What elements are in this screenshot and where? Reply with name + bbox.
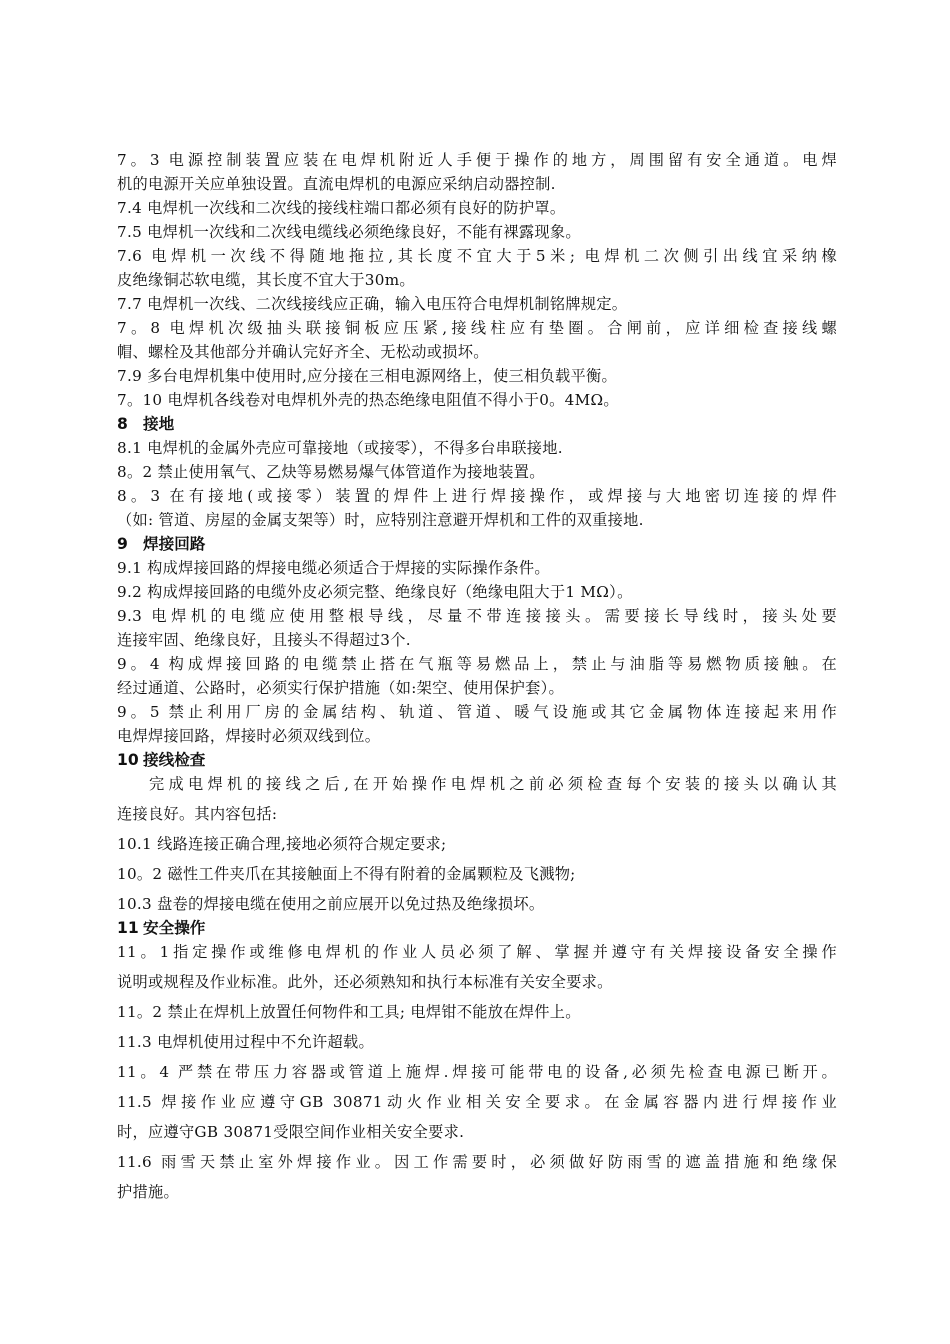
text-line: 8。2 禁止使用氧气、乙炔等易燃易爆气体管道作为接地装置。 <box>117 463 545 481</box>
section-title: 接线检查 <box>143 751 206 769</box>
text-line: 时，应遵守GB 30871受限空间作业相关安全要求. <box>117 1123 465 1141</box>
document-body <box>117 148 837 1204</box>
section-title: 安全操作 <box>143 919 206 937</box>
text-line: 9。5 禁止利用厂房的金属结构、轨道、管道、暖气设施或其它金属物体连接起来用作 <box>117 703 837 721</box>
section-number: 9 <box>117 535 128 553</box>
text-line: 帽、螺栓及其他部分并确认完好齐全、无松动或损坏。 <box>117 343 489 361</box>
section-number: 8 <box>117 415 128 433</box>
text-line: 11。4 严禁在带压力容器或管道上施焊.焊接可能带电的设备,必须先检查电源已断开。 <box>117 1063 837 1081</box>
section-heading <box>117 916 837 940</box>
text-line: 9.3 电焊机的电缆应使用整根导线，尽量不带连接接头。需要接长导线时，接头处要 <box>117 607 837 625</box>
text-line: 机的电源开关应单独设置。直流电焊机的电源应采纳启动器控制. <box>117 175 556 193</box>
text-line: 11.3 电焊机使用过程中不允许超载。 <box>117 1033 374 1051</box>
section-heading <box>117 532 837 556</box>
text-line: （如: 管道、房屋的金属支架等）时，应特别注意避开焊机和工件的双重接地. <box>117 511 644 529</box>
text-line: 9.2 构成焊接回路的电缆外皮必须完整、绝缘良好（绝缘电阻大于1 MΩ）。 <box>117 583 633 601</box>
section-number: 10 <box>117 751 139 769</box>
section-heading <box>117 748 837 772</box>
section-title: 接地 <box>143 415 175 433</box>
text-line: 11.6 雨雪天禁止室外焊接作业。因工作需要时，必须做好防雨雪的遮盖措施和绝缘保 <box>117 1153 837 1171</box>
text-line: 7.7 电焊机一次线、二次线接线应正确，输入电压符合电焊机制铭牌规定。 <box>117 295 628 313</box>
text-line: 7.9 多台电焊机集中使用时,应分接在三相电源网络上，使三相负载平衡。 <box>117 367 617 385</box>
text-line: 连接牢固、绝缘良好，且接头不得超过3个. <box>117 631 411 649</box>
section-heading <box>117 412 837 436</box>
text-line: 7。3 电源控制装置应装在电焊机附近人手便于操作的地方，周围留有安全通道。电焊 <box>117 151 837 169</box>
text-line: 完成电焊机的接线之后,在开始操作电焊机之前必须检查每个安装的接头以确认其 <box>149 775 837 793</box>
text-line: 8。3 在有接地(或接零）装置的焊件上进行焊接操作，或焊接与大地密切连接的焊件 <box>117 487 837 505</box>
text-line: 10.1 线路连接正确合理,接地必须符合规定要求; <box>117 835 447 853</box>
text-line: 7。10 电焊机各线卷对电焊机外壳的热态绝缘电阻值不得小于0。4MΩ。 <box>117 391 619 409</box>
text-line: 电焊焊接回路，焊接时必须双线到位。 <box>117 727 381 745</box>
text-line: 8.1 电焊机的金属外壳应可靠接地（或接零），不得多台串联接地. <box>117 439 563 457</box>
text-line: 10。2 磁性工件夹爪在其接触面上不得有附着的金属颗粒及飞溅物; <box>117 865 576 883</box>
text-line: 7。8 电焊机次级抽头联接铜板应压紧,接线柱应有垫圈。合闸前，应详细检查接线螺 <box>117 319 837 337</box>
text-line: 11。2 禁止在焊机上放置任何物件和工具; 电焊钳不能放在焊件上。 <box>117 1003 581 1021</box>
text-line: 11。1指定操作或维修电焊机的作业人员必须了解、掌握并遵守有关焊接设备安全操作 <box>117 943 837 961</box>
section-number: 11 <box>117 919 139 937</box>
text-line: 连接良好。其内容包括: <box>117 805 278 823</box>
text-line: 7.6 电焊机一次线不得随地拖拉,其长度不宜大于5米; 电焊机二次侧引出线宜采纳橡 <box>117 247 837 265</box>
text-line: 9.1 构成焊接回路的焊接电缆必须适合于焊接的实际操作条件。 <box>117 559 550 577</box>
text-line: 11.5 焊接作业应遵守GB 30871动火作业相关安全要求。在金属容器内进行焊接作业 <box>117 1093 837 1111</box>
text-line: 护措施。 <box>117 1183 179 1201</box>
text-line: 10.3 盘卷的焊接电缆在使用之前应展开以免过热及绝缘损坏。 <box>117 895 545 913</box>
text-line: 9。4 构成焊接回路的电缆禁止搭在气瓶等易燃品上，禁止与油脂等易燃物质接触。在 <box>117 655 837 673</box>
text-line: 7.4 电焊机一次线和二次线的接线柱端口都必须有良好的防护罩。 <box>117 199 566 217</box>
text-line: 说明或规程及作业标准。此外，还必须熟知和执行本标准有关安全要求。 <box>117 973 613 991</box>
text-line: 经过通道、公路时，必须实行保护措施（如:架空、使用保护套）。 <box>117 679 564 697</box>
text-line: 7.5 电焊机一次线和二次线电缆线必须绝缘良好，不能有裸露现象。 <box>117 223 581 241</box>
section-title: 焊接回路 <box>143 535 206 553</box>
text-line: 皮绝缘铜芯软电缆，其长度不宜大于30m。 <box>117 271 415 289</box>
